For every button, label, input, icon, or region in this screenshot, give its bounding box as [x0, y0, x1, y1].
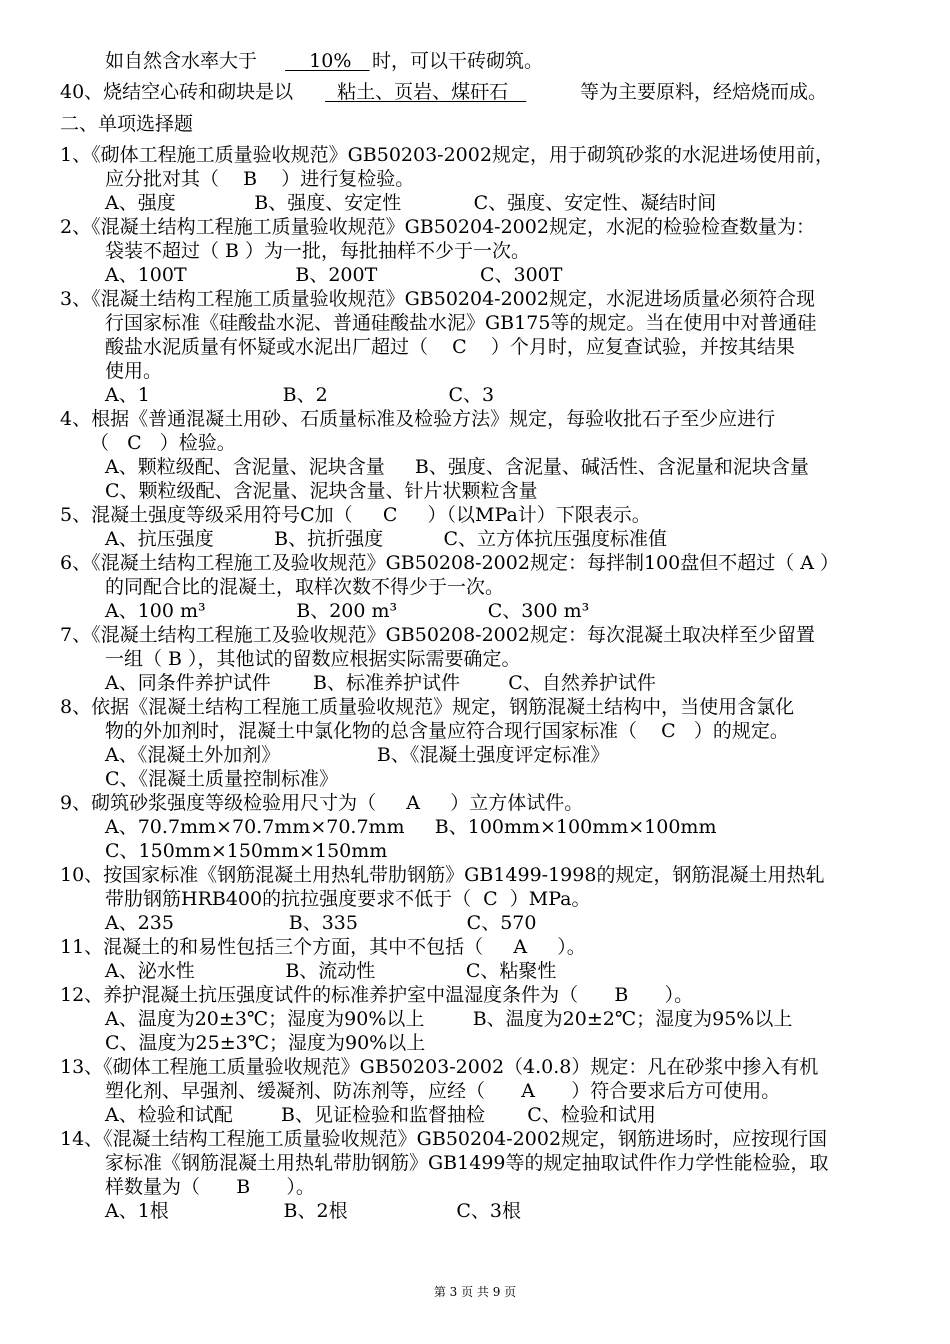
text-line: 8、依据《混凝土结构工程施工质量验收规范》规定，钢筋混凝土结构中，当使用含氯化: [60, 696, 795, 718]
text-line: C、《混凝土质量控制标准》: [105, 768, 339, 790]
text-line: 2、《混凝土结构工程施工质量验收规范》GB50204-2002规定，水泥的检验检查数量为：: [60, 216, 815, 238]
text-line: A、抗压强度 B、抗折强度 C、立方体抗压强度标准值: [105, 528, 668, 550]
text-line: 袋装不超过（ B ）为一批，每批抽样不少于一次。: [105, 240, 531, 262]
text-line: A、强度 B、强度、安定性 C、强度、安定性、凝结时间: [105, 192, 717, 214]
text-line: A、检验和试配 B、见证检验和监督抽检 C、检验和试用: [105, 1104, 656, 1126]
text-line: 40、烧结空心砖和砌块是以: [60, 81, 294, 103]
text-line: 一组（ B ），其他试的留数应根据实际需要确定。: [105, 648, 521, 670]
text-line: （ C ）检验。: [90, 432, 236, 454]
text-line: 6、《混凝土结构工程施工及验收规范》GB50208-2002规定：每拌制100盘但不超过（ A ）: [60, 552, 840, 574]
text-line: 7、《混凝土结构工程施工及验收规范》GB50208-2002规定：每次混凝土取决样至少留置: [60, 624, 815, 646]
text-line: C、温度为25±3℃；湿度为90%以上: [105, 1032, 426, 1054]
text-line: C、颗粒级配、含泥量、泥块含量、针片状颗粒含量: [105, 480, 538, 502]
text-line: 5、混凝土强度等级采用符号C加（ C ）（以MPa计）下限表示。: [60, 504, 651, 526]
text-line: 12、养护混凝土抗压强度试件的标准养护室中温湿度条件为（ B ）。: [60, 984, 694, 1006]
text-line: A、100 m³ B、200 m³ C、300 m³: [105, 600, 590, 622]
text-line: 10、按国家标准《钢筋混凝土用热轧带肋钢筋》GB1499-1998的规定，钢筋混凝土用热轧: [60, 864, 825, 886]
text-line: 应分批对其（ B ）进行复检验。: [105, 168, 415, 190]
text-line: 酸盐水泥质量有怀疑或水泥出厂超过（ C ）个月时，应复查试验，并按其结果: [105, 336, 795, 358]
text-line: A、同条件养护试件 B、标准养护试件 C、自然养护试件: [105, 672, 656, 694]
text-line: 行国家标准《硅酸盐水泥、普通硅酸盐水泥》GB175等的规定。当在使用中对普通硅: [105, 312, 817, 334]
text-line: 1、《砌体工程施工质量验收规范》GB50203-2002规定，用于砌筑砂浆的水泥进场使用前，: [60, 144, 834, 166]
text-line: 时，可以干砖砌筑。: [372, 50, 544, 72]
text-line: 带肋钢筋HRB400的抗拉强度要求不低于（ C ）MPa。: [105, 888, 591, 910]
text-line: A、《混凝土外加剂》 B、《混凝土强度评定标准》: [105, 744, 610, 766]
text-line: 11、混凝土的和易性包括三个方面，其中不包括（ A ）。: [60, 936, 586, 958]
fill-in-answer: 10%: [285, 50, 370, 72]
text-line: 如自然含水率大于: [105, 50, 258, 72]
text-line: 物的外加剂时，混凝土中氯化物的总含量应符合现行国家标准（ C ）的规定。: [105, 720, 789, 742]
text-line: A、70.7mm×70.7mm×70.7mm B、100mm×100mm×100mm: [105, 816, 717, 838]
text-line: 3、《混凝土结构工程施工质量验收规范》GB50204-2002规定，水泥进场质量必须符合现: [60, 288, 815, 310]
text-line: A、1根 B、2根 C、3根: [105, 1200, 521, 1222]
text-line: A、泌水性 B、流动性 C、粘聚性: [105, 960, 557, 982]
text-line: 二、单项选择题: [60, 113, 194, 135]
text-line: 家标准《钢筋混凝土用热轧带肋钢筋》GB1499等的规定抽取试件作力学性能检验，取: [105, 1152, 829, 1174]
text-line: A、温度为20±3℃；湿度为90%以上 B、温度为20±2℃；湿度为95%以上: [105, 1008, 793, 1030]
text-line: A、颗粒级配、含泥量、泥块含量 B、强度、含泥量、碱活性、含泥量和泥块含量: [105, 456, 809, 478]
fill-in-answer: 粘土、页岩、煤矸石: [325, 81, 527, 103]
page-footer: 第 3 页 共 9 页: [433, 1285, 517, 1299]
text-line: A、235 B、335 C、570: [105, 912, 537, 934]
text-line: 等为主要原料，经焙烧而成。: [580, 81, 828, 103]
text-line: 使用。: [105, 360, 163, 382]
text-line: 13、《砌体工程施工质量验收规范》GB50203-2002（4.0.8）规定：凡在砂浆中掺入有机: [60, 1056, 819, 1078]
text-line: 14、《混凝土结构工程施工质量验收规范》GB50204-2002规定，钢筋进场时，应按现行国: [60, 1128, 828, 1150]
text-line: 样数量为（ B ）。: [105, 1176, 315, 1198]
text-line: A、100T B、200T C、300T: [105, 264, 563, 286]
text-line: C、150mm×150mm×150mm: [105, 840, 388, 862]
text-line: 塑化剂、早强剂、缓凝剂、防冻剂等，应经（ A ）符合要求后方可使用。: [105, 1080, 781, 1102]
text-line: 9、砌筑砂浆强度等级检验用尺寸为（ A ）立方体试件。: [60, 792, 584, 814]
text-line: 4、根据《普通混凝土用砂、石质量标准及检验方法》规定，每验收批石子至少应进行: [60, 408, 776, 430]
text-line: A、1 B、2 C、3: [105, 384, 495, 406]
text-line: 的同配合比的混凝土，取样次数不得少于一次。: [105, 576, 505, 598]
